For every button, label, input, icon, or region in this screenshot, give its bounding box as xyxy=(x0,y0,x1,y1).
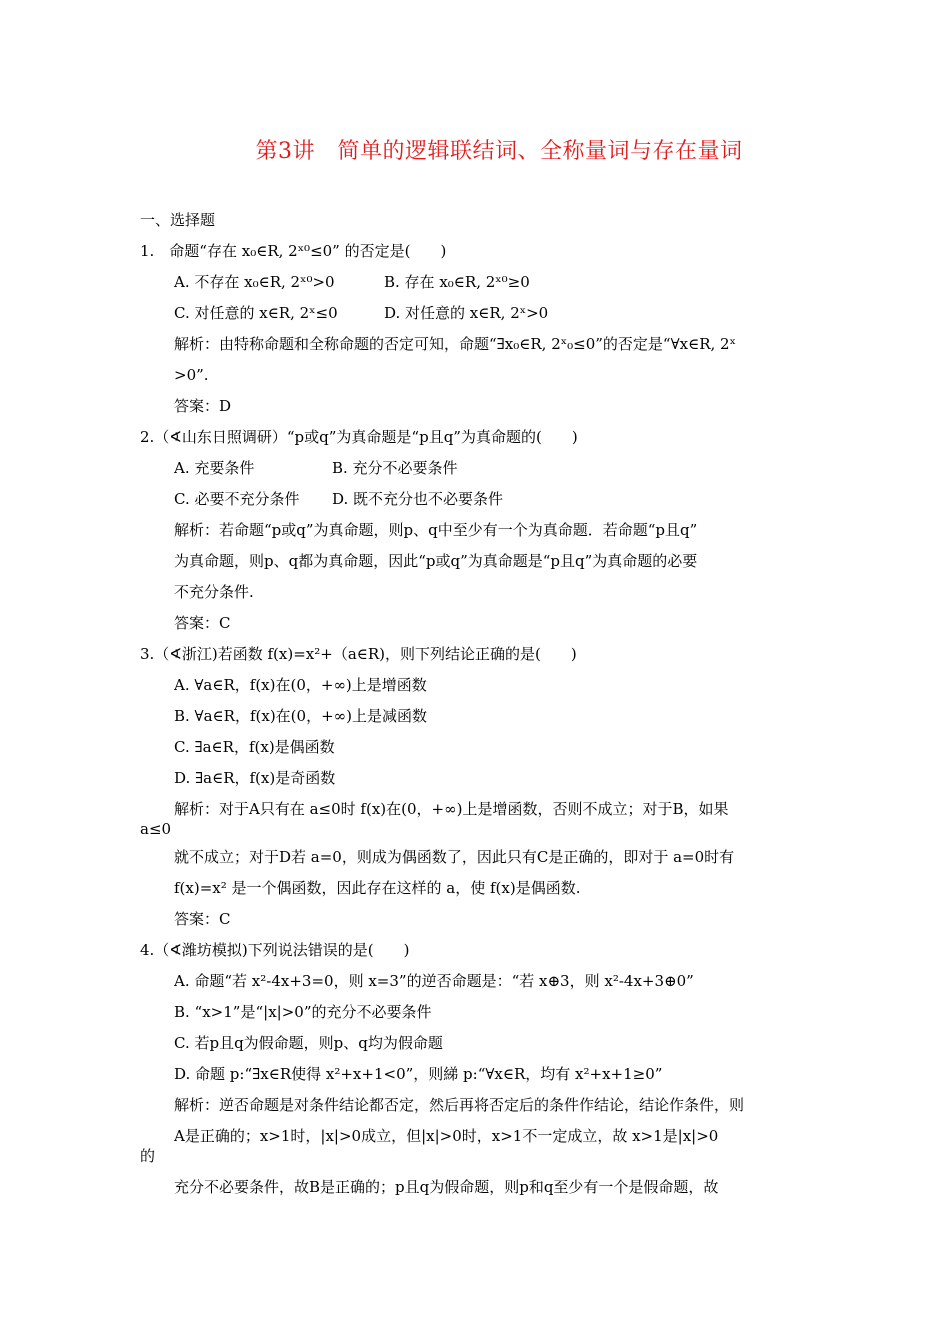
option-4d: D. 命题 p:“∃x∈R使得 x²+x+1<0”，则綈 p:“∀x∈R，均有 x²+x+1≥0” xyxy=(174,1065,663,1083)
analysis-4: 解析：逆否命题是对条件结论都否定，然后再将否定后的条件作结论，结论作条件，则 xyxy=(174,1096,745,1114)
option-4a: A. 命题“若 x²-4x+3=0，则 x=3”的逆否命题是：“若 x⊕3，则 x²-4x+3⊕0” xyxy=(174,972,694,990)
analysis-3-end: f(x)=x² 是一个偶函数，因此存在这样的 a，使 f(x)是偶函数. xyxy=(174,879,581,897)
question-2: 2.（∢山东日照调研）“p或q”为真命题是“p且q”为真命题的( ) xyxy=(140,428,578,446)
analysis-4-wrap: 的 xyxy=(140,1147,156,1165)
page-title: 第3讲 简单的逻辑联结词、全称量词与存在量词 xyxy=(255,139,743,164)
option-3c: C. ∃a∈R，f(x)是偶函数 xyxy=(174,738,335,756)
analysis-2-end: 不充分条件. xyxy=(174,583,254,601)
option-2d: D. 既不充分也不必要条件 xyxy=(332,490,504,508)
option-2b: B. 充分不必要条件 xyxy=(332,459,458,477)
option-2c: C. 必要不充分条件 xyxy=(174,490,300,508)
question-1: 1. 命题“存在 x₀∈R, 2ˣ⁰≤0” 的否定是( ) xyxy=(140,242,447,260)
analysis-3: 解析：对于A只有在 a≤0时 f(x)在(0，+∞)上是增函数，否则不成立；对于B，如果 xyxy=(174,800,729,818)
section-heading: 一、选择题 xyxy=(140,211,216,229)
option-3d: D. ∃a∈R，f(x)是奇函数 xyxy=(174,769,336,787)
option-4c: C. 若p且q为假命题，则p、q均为假命题 xyxy=(174,1034,443,1052)
option-1a: A. 不存在 x₀∈R, 2ˣ⁰>0 xyxy=(174,273,335,291)
option-2a: A. 充要条件 xyxy=(174,459,255,477)
question-3: 3.（∢浙江)若函数 f(x)=x²+（a∈R)，则下列结论正确的是( ) xyxy=(140,645,577,663)
option-1c: C. 对任意的 x∈R, 2ˣ≤0 xyxy=(174,304,338,322)
analysis-1: 解析：由特称命题和全称命题的否定可知，命题“∃x₀∈R, 2ˣ₀≤0”的否定是“∀x∈R, 2ˣ xyxy=(174,335,736,353)
analysis-1-cont: >0”. xyxy=(174,366,209,384)
analysis-4-end: 充分不必要条件，故B是正确的；p且q为假命题，则p和q至少有一个是假命题，故 xyxy=(174,1178,719,1196)
answer-3: 答案：C xyxy=(174,910,231,928)
answer-1: 答案：D xyxy=(174,397,232,415)
option-4b: B. “x>1”是“|x|>0”的充分不必要条件 xyxy=(174,1003,432,1021)
answer-2: 答案：C xyxy=(174,614,231,632)
analysis-2: 解析：若命题“p或q”为真命题，则p、q中至少有一个为真命题．若命题“p且q” xyxy=(174,521,698,539)
option-3a: A. ∀a∈R，f(x)在(0，+∞)上是增函数 xyxy=(174,676,427,694)
analysis-3-cont: 就不成立；对于D若 a=0，则成为偶函数了，因此只有C是正确的，即对于 a=0时有 xyxy=(174,848,735,866)
analysis-4-cont: A是正确的；x>1时，|x|>0成立，但|x|>0时，x>1不一定成立，故 x>1是|x|>0 xyxy=(174,1127,719,1145)
option-3b: B. ∀a∈R，f(x)在(0，+∞)上是减函数 xyxy=(174,707,427,725)
analysis-2-cont: 为真命题，则p、q都为真命题，因此“p或q”为真命题是“p且q”为真命题的必要 xyxy=(174,552,698,570)
option-1b: B. 存在 x₀∈R, 2ˣ⁰≥0 xyxy=(384,273,530,291)
question-4: 4.（∢潍坊模拟)下列说法错误的是( ) xyxy=(140,941,410,959)
option-1d: D. 对任意的 x∈R, 2ˣ>0 xyxy=(384,304,549,322)
analysis-3-wrap: a≤0 xyxy=(140,820,172,838)
